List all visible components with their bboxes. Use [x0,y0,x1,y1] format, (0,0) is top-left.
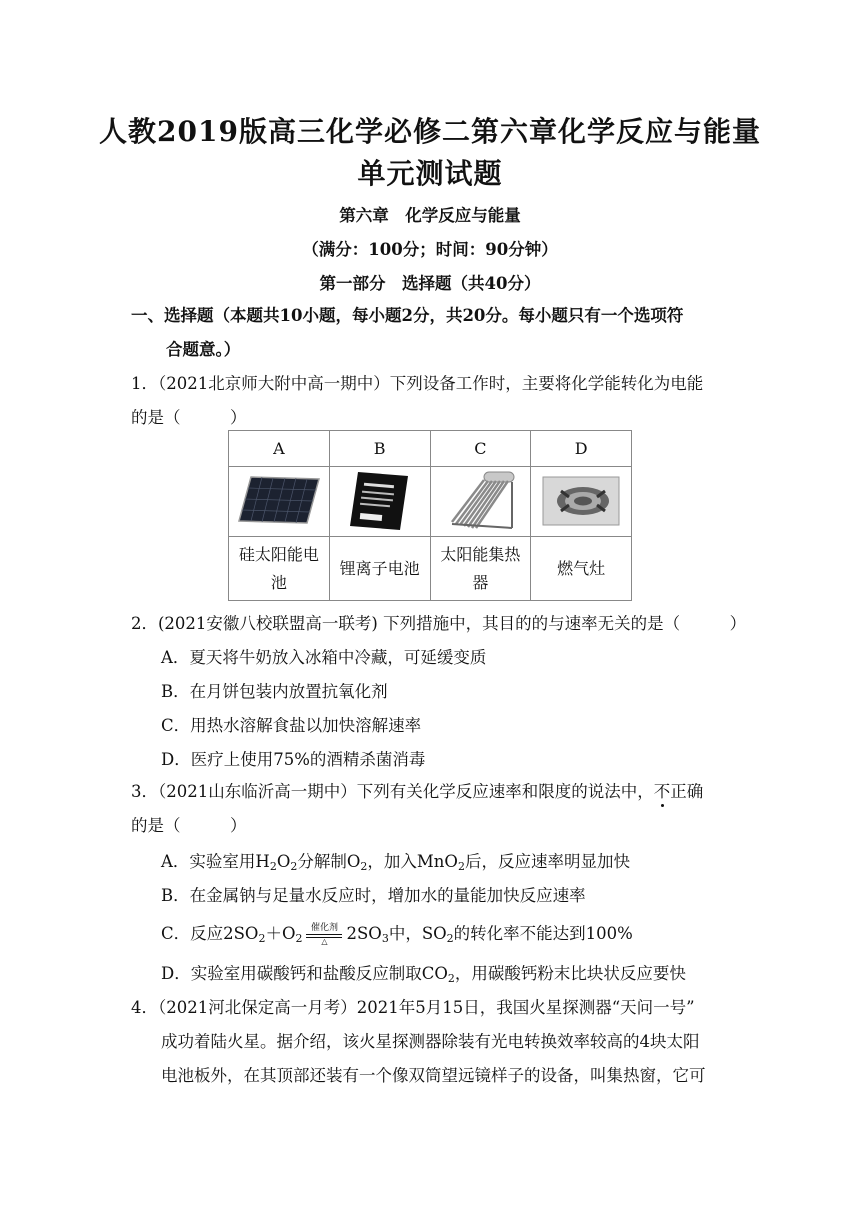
reversible-reaction-arrow: 催化剂 △ [304,926,344,944]
q1-col-header: C [430,431,531,467]
document-title-line2: 单元测试题 [357,157,503,190]
q1-col-header: B [329,431,430,467]
solar-water-heater-image [438,468,522,532]
emphasis-dot: 不 [653,782,671,801]
section-heading-line1: 一、选择题（本题共10小题，每小题2分，共20分。每小题只有一个选项符 [131,306,684,325]
q4-stem-line3: 电池板外，在其顶部还装有一个像双筒望远镜样子的设备，叫集热窗，它可 [161,1066,706,1085]
score-time-info: （满分：100分；时间：90分钟） [302,240,558,259]
q2-option-b: B．在月饼包装内放置抗氧化剂 [161,682,388,701]
section-heading-line2: 合题意。） [166,340,241,359]
option-label: 锂离子电池 [339,558,420,578]
q3-stem-line1: 3．（2021山东临沂高一期中）下列有关化学反应速率和限度的说法中，不正确 [131,782,704,801]
document-title-line1: 人教2019版高三化学必修二第六章化学反应与能量 [99,115,761,148]
solar-panel-image [237,471,321,529]
q1-col-header: A [229,431,330,467]
q2-option-d: D．医疗上使用75%的酒精杀菌消毒 [161,750,426,769]
q1-stem-line2: 的是（ ） [131,408,247,427]
part-heading: 第一部分 选择题（共40分） [319,274,541,293]
q2-option-a: A．夏天将牛奶放入冰箱中冷藏，可延缓变质 [161,648,487,667]
q1-options-table [228,430,632,601]
lithium-battery-image [338,468,422,532]
chapter-heading: 第六章 化学反应与能量 [339,206,521,225]
option-label: 池 [270,572,287,592]
q4-stem-line2: 成功着陆火星。据介绍，该火星探测器除装有光电转换效率较高的4块太阳 [161,1032,700,1051]
q3-option-a: A．实验室用$H_2O_2$分解制$O_2$，加入MnO$_2$后，反应速率明显加快 [161,852,630,873]
q2-option-c: C．用热水溶解食盐以加快溶解速率 [161,716,422,735]
option-label: 燃气灶 [557,558,606,578]
q3-option-d: D．实验室用碳酸钙和盐酸反应制取$CO_2$，用碳酸钙粉末比块状反应要快 [161,964,686,985]
q3-stem-line2: 的是（ ） [131,816,247,835]
option-label: 器 [472,572,489,592]
option-label: 太阳能集热 [440,544,521,564]
q3-option-c: C．反应$2SO_2+O_2$ 催化剂 △ $2SO_3$中，$SO_2$的转化率不能达到100% [161,922,633,946]
q4-stem-line1: 4．（2021河北保定高一月考）2021年5月15日，我国火星探测器“天问一号” [131,998,695,1017]
gas-stove-image [539,471,623,529]
option-label: 硅太阳能电 [238,544,319,564]
q2-stem: 2．(2021安徽八校联盟高一联考) 下列措施中，其目的的与速率无关的是（ ） [131,614,747,633]
q1-col-header: D [531,431,632,467]
q3-option-b: B．在金属钠与足量水反应时，增加水的量能加快反应速率 [161,886,586,905]
q1-stem-line1: 1．（2021北京师大附中高一期中）下列设备工作时，主要将化学能转化为电能 [131,374,704,393]
